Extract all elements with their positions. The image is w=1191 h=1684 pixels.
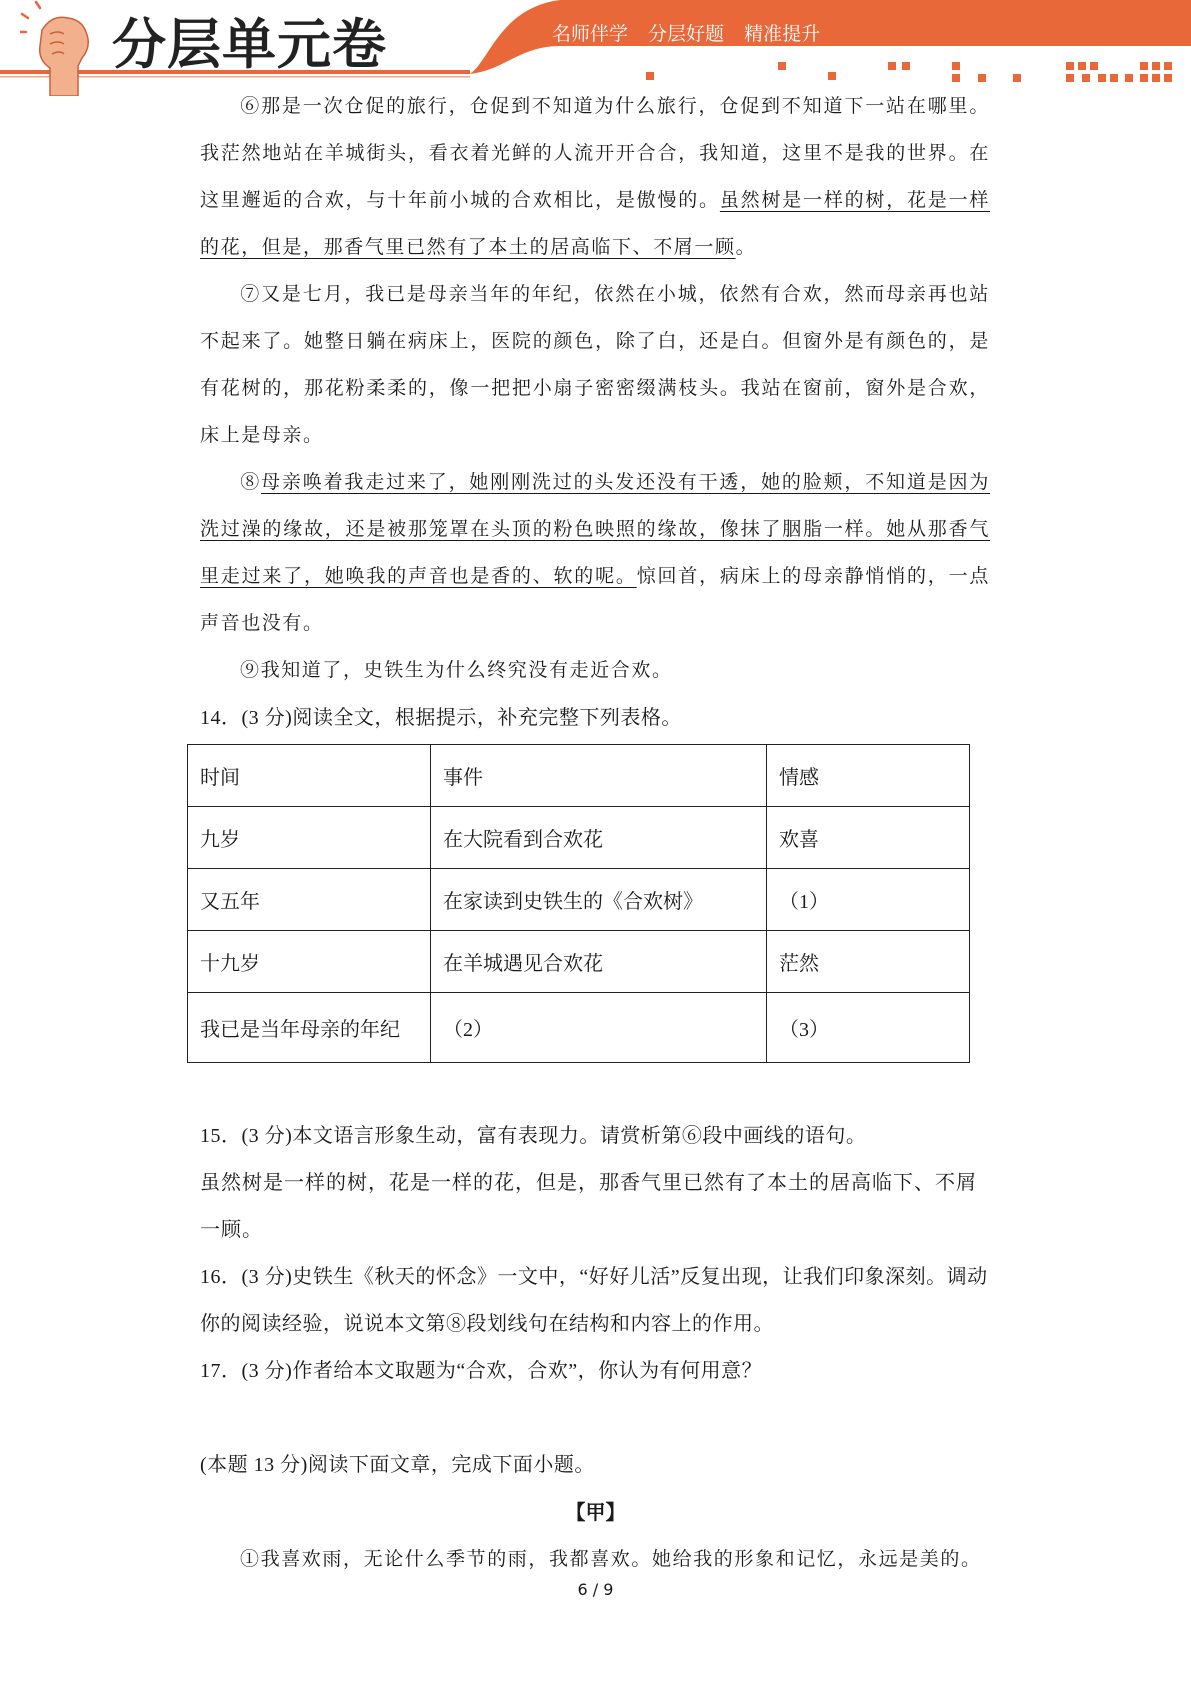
table-header-cell: 情感 <box>767 745 970 807</box>
paragraph-8-end: 惊回首，病床上的母亲静悄悄的，一点声音也没有。 <box>200 565 990 634</box>
table-cell: 茫然 <box>767 931 970 993</box>
table-header-cell: 事件 <box>431 745 767 807</box>
paragraph-8-underlined-sentence: 母亲唤着我走过来了，她刚刚洗过的头发还没有干透，她的脸颊，不知道是因为洗过澡的缘故，还是被那笼罩在头顶的粉色映照的缘故，像抹了胭脂一样。她从那香气里走过来了，她唤我的声音也是香的、软的呢。 <box>200 471 990 587</box>
table-cell: （3） <box>767 993 970 1063</box>
question-15-quote: 虽然树是一样的树，花是一样的花，但是，那香气里已然有了本土的居高临下、不屑一顾。 <box>200 1172 977 1241</box>
question-14: 14．(3 分)阅读全文，根据提示，补充完整下列表格。 <box>200 707 682 729</box>
fist-logo-icon <box>20 0 100 96</box>
table-cell: 十九岁 <box>188 931 431 993</box>
paragraph-7-text: ⑦又是七月，我已是母亲当年的年纪，依然在小城，依然有合欢，然而母亲再也站不起来了。她整日躺在病床上，医院的颜色，除了白，还是白。但窗外是有颜色的，是有花树的，那花粉柔柔的，像一把把小扇子密密缀满枝头。我站在窗前，窗外是合欢，床上是母亲。 <box>200 283 990 446</box>
section-paragraph-1 <box>200 1536 990 1583</box>
table-cell: （2） <box>431 993 767 1063</box>
paragraph-6 <box>200 83 990 271</box>
table-cell: 在大院看到合欢花 <box>431 807 767 869</box>
header-slogan: 名师伴学 分层好题 精准提升 <box>552 23 821 45</box>
table-header-row <box>188 745 970 807</box>
table-cell: 在家读到史铁生的《合欢树》 <box>431 869 767 931</box>
paragraph-8 <box>200 459 990 647</box>
table-cell: 欢喜 <box>767 807 970 869</box>
table-row <box>188 869 970 931</box>
section-paragraph-1-text: ①我喜欢雨，无论什么季节的雨，我都喜欢。她给我的形象和记忆，永远是美的。 <box>240 1548 982 1570</box>
question-15: 15．(3 分)本文语言形象生动，富有表现力。请赏析第⑥段中画线的语句。 <box>200 1125 867 1147</box>
paragraph-8-number: ⑧ <box>240 471 262 493</box>
table-cell: 在羊城遇见合欢花 <box>431 931 767 993</box>
table-row <box>188 993 970 1063</box>
paragraph-6-underlined-sentence: 虽然树是一样的树，花是一样的花，但是，那香气里已然有了本土的居高临下、不屑一顾 <box>200 189 990 258</box>
paragraph-7 <box>200 271 990 459</box>
paragraph-6-text: ⑥那是一次仓促的旅行，仓促到不知道为什么旅行，仓促到不知道下一站在哪里。我茫然地站在羊城街头，看衣着光鲜的人流开开合合，我知道，这里不是我的世界。在这里邂逅的合欢，与十年前小城的合欢相比，是傲慢的。 <box>200 95 990 211</box>
table-cell: 又五年 <box>188 869 431 931</box>
question-16: 16．(3 分)史铁生《秋天的怀念》一文中，“好好儿活”反复出现，让我们印象深刻。调动你的阅读经验，说说本文第⑧段划线句在结构和内容上的作用。 <box>200 1266 988 1335</box>
question-17: 17．(3 分)作者给本文取题为“合欢，合欢”，你认为有何用意？ <box>200 1360 763 1382</box>
table-cell: 我已是当年母亲的年纪 <box>188 993 431 1063</box>
table-row <box>188 931 970 993</box>
section-title: 【甲】 <box>565 1500 626 1524</box>
section-intro: (本题 13 分)阅读下面文章，完成下面小题。 <box>200 1454 595 1476</box>
page-number: 6 / 9 <box>577 1580 614 1599</box>
paragraph-9-text: ⑨我知道了，史铁生为什么终究没有走近合欢。 <box>240 659 673 681</box>
paragraph-6-end: 。 <box>735 236 757 258</box>
emotion-table <box>187 744 970 1063</box>
table-header-cell: 时间 <box>188 745 431 807</box>
brand-title: 分层单元卷 <box>112 13 387 76</box>
paragraph-9 <box>200 647 990 694</box>
table-row <box>188 807 970 869</box>
table-cell: （1） <box>767 869 970 931</box>
table-cell: 九岁 <box>188 807 431 869</box>
